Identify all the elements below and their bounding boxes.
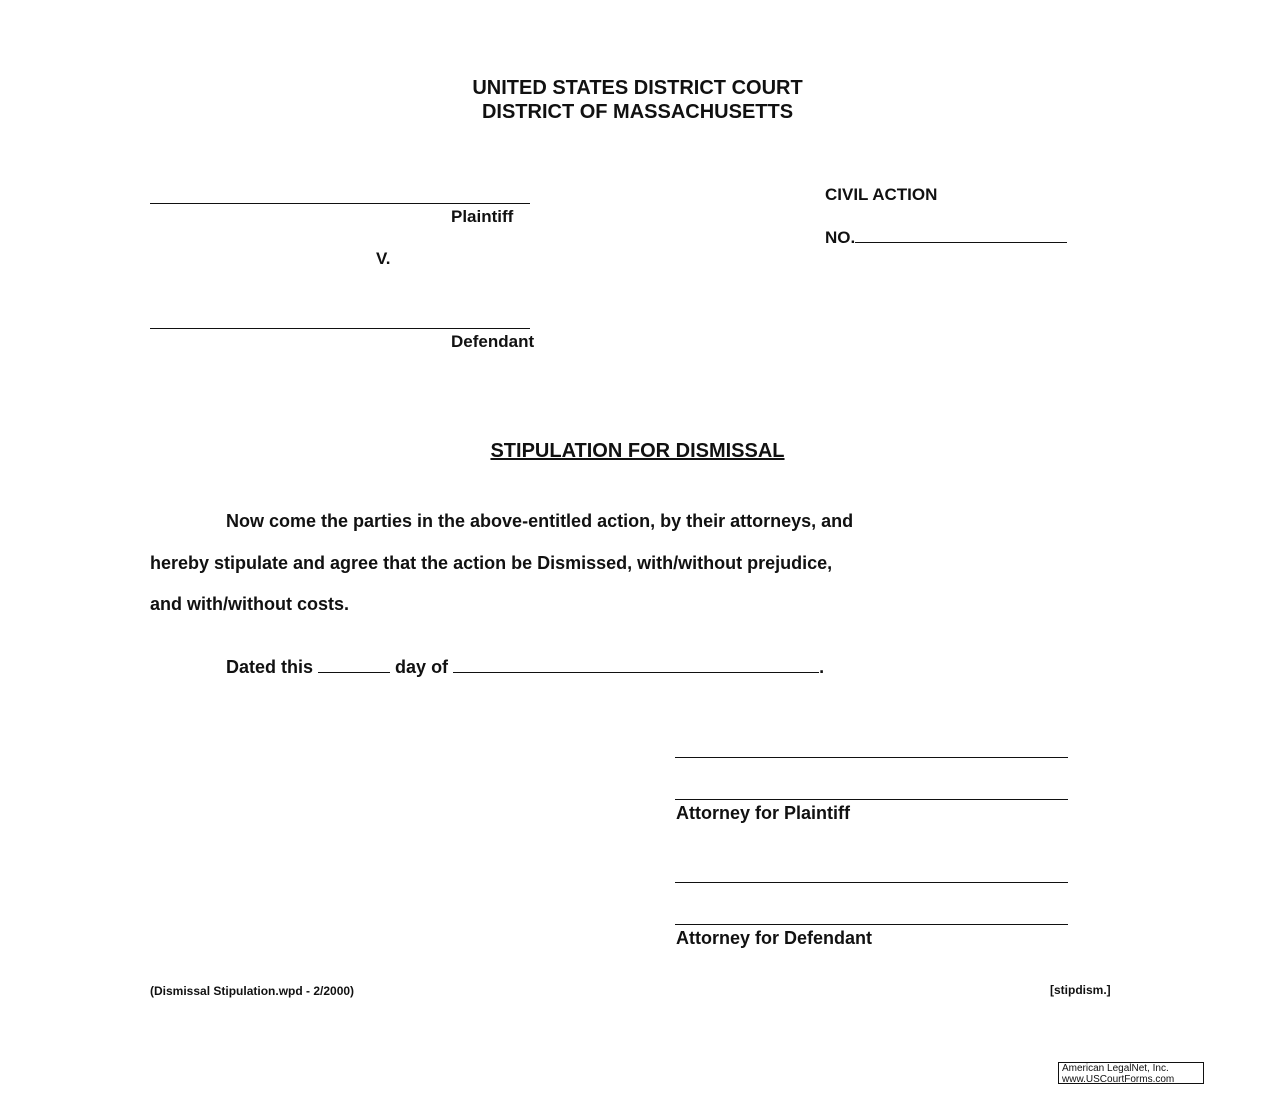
case-number-blank <box>855 228 1067 243</box>
dated-line <box>226 656 824 678</box>
court-name: UNITED STATES DISTRICT COURT <box>472 77 803 99</box>
dated-suffix: . <box>819 657 825 677</box>
body-line-2: hereby stipulate and agree that the action be Dismissed, with/without prejudice, <box>150 553 833 573</box>
defendant-name-line <box>150 328 530 329</box>
footer-file-info: (Dismissal Stipulation.wpd - 2/2000) <box>150 984 355 998</box>
defendant-name-line-2 <box>675 924 1068 925</box>
case-number-label: NO. <box>825 228 856 247</box>
dated-prefix: Dated this <box>226 657 314 677</box>
defendant-attorney-label: Attorney for Defendant <box>676 928 873 948</box>
month-year-blank <box>453 658 819 673</box>
plaintiff-signature-line <box>675 757 1068 758</box>
plaintiff-attorney-label: Attorney for Plaintiff <box>676 803 850 823</box>
document-title: STIPULATION FOR DISMISSAL <box>490 440 785 462</box>
dated-middle: day of <box>395 657 449 677</box>
plaintiff-label: Plaintiff <box>451 207 514 226</box>
civil-action-label: CIVIL ACTION <box>825 185 938 204</box>
publisher-name: American LegalNet, Inc. <box>1062 1063 1169 1074</box>
defendant-signature-line <box>675 882 1068 883</box>
publisher-url: www.USCourtForms.com <box>1062 1074 1175 1085</box>
plaintiff-name-line-2 <box>675 799 1068 800</box>
body-line-1: Now come the parties in the above-entitled action, by their attorneys, and <box>226 511 854 531</box>
publisher-stamp <box>1058 1062 1204 1084</box>
footer-form-code: [stipdism.] <box>1050 983 1111 997</box>
body-line-3: and with/without costs. <box>150 594 349 614</box>
day-blank <box>318 658 390 673</box>
case-number-field <box>825 227 1067 249</box>
plaintiff-name-line <box>150 203 530 204</box>
versus-label: V. <box>376 249 391 268</box>
defendant-label: Defendant <box>451 332 535 351</box>
district-name: DISTRICT OF MASSACHUSETTS <box>481 101 794 123</box>
